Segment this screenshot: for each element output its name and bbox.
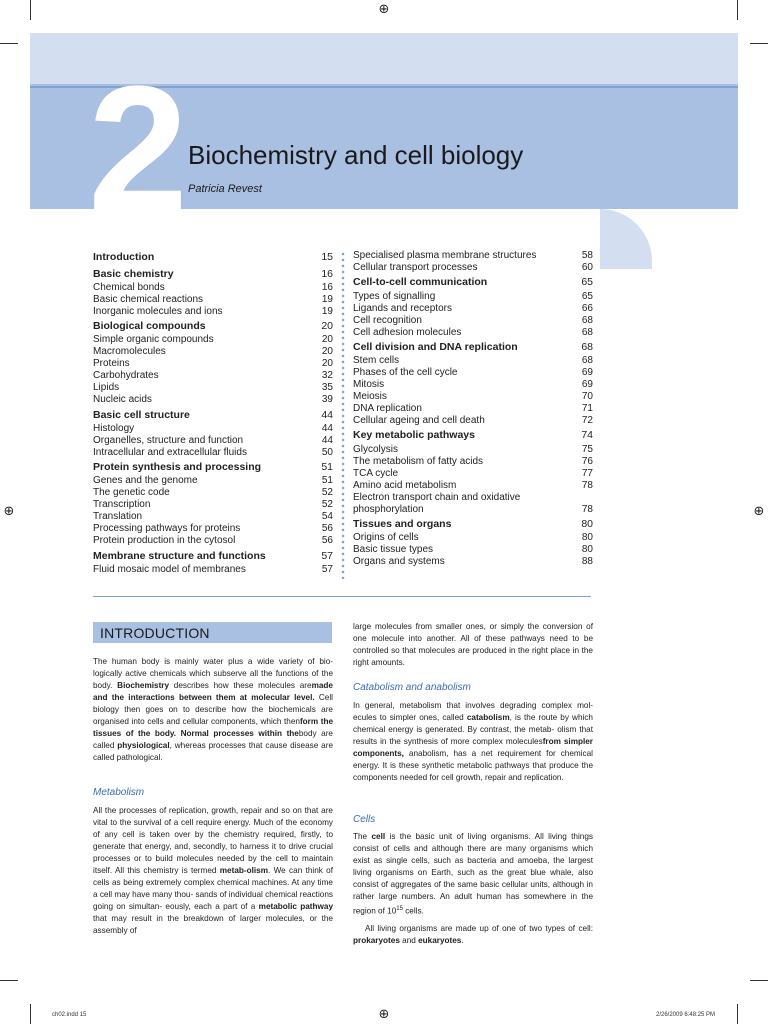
toc-page-number: 69	[581, 367, 593, 378]
toc-entry: Origins of cells	[353, 532, 419, 543]
toc-page-number: 80	[581, 517, 593, 530]
text-run: firstly, to generate that energy, and, secondly, to harness it	[93, 830, 333, 851]
toc-page-number: 39	[321, 394, 333, 406]
crop-mark	[737, 1004, 738, 1024]
toc-page-number: 51	[321, 461, 333, 473]
text-run: which chemical energy is generated. By contrast, the metab-	[353, 713, 593, 734]
text-run: cells.	[402, 906, 424, 916]
toc-left	[93, 251, 333, 581]
bold-term: eukaryotes	[418, 936, 462, 945]
bold-term: Biochemistry	[117, 681, 170, 690]
text-run: sands of individual chemical reactions going on simultan-	[93, 890, 333, 911]
toc-page-number: 56	[321, 523, 333, 535]
registration-mark-icon: ⊕	[3, 504, 15, 519]
toc-page-number: 68	[581, 340, 593, 353]
toc-entry: TCA cycle	[353, 467, 399, 479]
crop-mark	[0, 43, 18, 44]
subheading-metabolism: Metabolism	[93, 787, 145, 798]
toc-entry: The metabolism of fatty acids	[353, 455, 484, 467]
toc-page-number: 77	[581, 467, 593, 479]
toc-page-number: 52	[321, 487, 333, 499]
toc-entry: Processing pathways for proteins	[93, 523, 241, 535]
paragraph-cell-types	[353, 923, 593, 947]
header-tab	[600, 209, 652, 269]
toc-page-number: 20	[321, 358, 333, 370]
toc-page-number: 76	[581, 455, 593, 467]
text-run: somewhere in the region of 10	[353, 892, 593, 916]
footer-file: ch02.indd 15	[52, 1012, 87, 1018]
toc-page-number: 65	[581, 290, 593, 302]
toc-entry: Meiosis	[353, 391, 387, 402]
text-run: , has a net requirement	[446, 749, 542, 758]
toc-page-number: 66	[581, 302, 593, 314]
text-run: eously, each a part of a	[165, 902, 259, 911]
toc-page-number: 78	[581, 479, 593, 491]
text-run: the body.	[93, 669, 333, 690]
toc-page-number: 70	[581, 391, 593, 402]
text-run: olism that results in the synthesis of more complex molecules	[353, 725, 593, 746]
bold-term: olism	[246, 866, 269, 875]
text-run: All living organisms are made up of one of two types of	[365, 924, 576, 933]
toc-entry: Protein production in the cytosol	[93, 535, 236, 547]
toc-entry: Electron transport chain and oxidative	[353, 491, 521, 503]
text-run: consist of cells and although there are many organisms	[353, 844, 568, 853]
bold-term: form the tissues of the body. Normal processes within the	[93, 717, 334, 738]
toc-entry: Cellular ageing and cell death	[353, 415, 485, 426]
toc-entry: Cell recognition	[353, 314, 422, 326]
toc-page-number: 54	[321, 511, 333, 523]
toc-entry: Stem cells	[353, 355, 400, 366]
toc-page-number: 56	[321, 535, 333, 547]
toc-page-number: 57	[321, 549, 333, 562]
bold-term: made and the interactions between them at molecular level.	[93, 681, 333, 702]
text-run: the cell to maintain itself. All this chemistry is termed	[93, 854, 333, 875]
registration-mark-icon: ⊕	[753, 504, 765, 519]
text-run: and replication.	[508, 773, 564, 782]
toc-entry: Chemical bonds	[93, 281, 165, 293]
toc-entry: Glycolysis	[353, 443, 399, 455]
text-run: All the processes of replication, growth, repair and so on that	[93, 806, 319, 815]
text-run: Cell biology	[93, 693, 333, 714]
toc-entry: Nucleic acids	[93, 394, 152, 406]
paragraph-catabolism	[353, 700, 593, 784]
section-rule	[93, 596, 591, 597]
toc-page-number: 78	[581, 503, 593, 515]
text-run: in the breakdown of larger molecules, or the assembly of	[93, 914, 333, 935]
bold-term: catabolism	[466, 713, 510, 722]
toc-section-heading: Tissues and organs	[353, 517, 452, 530]
text-run: The human body is mainly water plus a wide variety of bio-	[93, 657, 333, 666]
bold-term: metab-	[219, 866, 247, 875]
toc-page-number: 16	[321, 281, 333, 293]
text-run: of one molecule into another. All of these pathways need to	[353, 622, 593, 643]
toc-section-heading: Cell division and DNA replication	[353, 340, 518, 353]
toc-entry: Proteins	[93, 358, 130, 370]
toc-page-number: 88	[581, 556, 593, 567]
toc-entry: Phases of the cell cycle	[353, 367, 458, 378]
subheading-catabolism: Catabolism and anabolism	[353, 682, 471, 693]
text-run: logically active chemicals which subserve all the functions of	[93, 669, 319, 678]
toc-section-heading: Biological compounds	[93, 320, 206, 332]
toc-entry: The genetic code	[93, 487, 170, 499]
toc-section-heading: Membrane structure and functions	[93, 549, 266, 562]
toc-page-number: 35	[321, 382, 333, 394]
paragraph-intro	[93, 656, 333, 764]
text-run: pathological	[116, 753, 161, 762]
crop-mark	[30, 0, 31, 20]
toc-page-number: 32	[321, 370, 333, 382]
toc-entry: Types of signalling	[353, 290, 436, 302]
subheading-cells: Cells	[353, 814, 376, 825]
toc-page-number: 44	[321, 408, 333, 421]
toc-entry: Organs and systems	[353, 556, 445, 567]
text-run: units, although in rather large numbers. An adult human has	[353, 880, 593, 901]
crop-mark	[0, 980, 18, 981]
superscript: 15	[396, 906, 403, 912]
registration-mark-icon: ⊕	[378, 2, 390, 17]
toc-page-number: 57	[321, 563, 333, 575]
toc-entry: Fluid mosaic model of membranes	[93, 563, 246, 575]
toc-section-heading: Basic chemistry	[93, 267, 174, 280]
chapter-author: Patricia Revest	[188, 183, 262, 195]
text-run: whale, also consist of aggregates of the same basic cellular	[353, 868, 593, 889]
toc-entry: Inorganic molecules and ions	[93, 305, 223, 317]
text-run: ecules to simpler ones, called	[353, 713, 467, 722]
toc-page-number: 60	[581, 262, 593, 273]
toc-page-number: 16	[321, 267, 333, 280]
text-run: cause disease are called	[93, 741, 334, 762]
toc-page-number: 15	[321, 251, 333, 263]
toc-entry: Cell adhesion molecules	[353, 326, 462, 338]
toc-page-number: 74	[581, 429, 593, 442]
chapter-title: Biochemistry and cell biology	[188, 140, 524, 170]
paragraph-cells	[353, 831, 593, 918]
toc-section-heading: Key metabolic pathways	[353, 429, 475, 442]
footer-timestamp: 2/26/2009 6:48:25 PM	[656, 1012, 716, 1018]
toc-entry: phosphorylation	[353, 503, 424, 515]
crop-mark	[30, 1004, 31, 1024]
toc-page-number: 68	[581, 326, 593, 338]
toc-divider	[341, 251, 345, 579]
toc-page-number: 44	[321, 422, 333, 434]
toc-entry: Intracellular and extracellular fluids	[93, 446, 247, 458]
text-run: largest living organisms on Earth, such as the great blue	[353, 856, 593, 877]
crop-mark	[750, 980, 768, 981]
text-run: The	[353, 832, 372, 841]
crop-mark	[750, 43, 768, 44]
toc-entry: Transcription	[93, 499, 151, 511]
text-run: place in the right amounts.	[353, 646, 593, 667]
bold-term: from simpler components,	[353, 737, 593, 758]
toc-entry: Organelles, structure and function	[93, 434, 244, 446]
text-run: is the basic unit of living organisms. All living things	[385, 832, 593, 841]
toc-entry: Basic chemical reactions	[93, 293, 204, 305]
toc-page-number: 58	[581, 250, 593, 261]
toc-page-number: 51	[321, 475, 333, 487]
chapter-number: 2	[88, 49, 185, 250]
toc-entry: Genes and the genome	[93, 475, 198, 487]
text-run: , is the route by	[509, 713, 569, 722]
text-run: and	[399, 936, 419, 945]
toc-page-number: 20	[321, 346, 333, 358]
toc-section-heading: Cell-to-cell communication	[353, 276, 488, 289]
toc-page-number: 52	[321, 499, 333, 511]
text-run: economy of any cell is taken over by the chemistry required,	[93, 818, 333, 839]
text-run: that produce the components needed for cell growth, repair	[353, 761, 594, 782]
toc-page-number: 20	[321, 334, 333, 346]
text-run: .	[160, 753, 163, 762]
toc-page-number: 75	[581, 443, 593, 455]
text-run: describes how these molecules are	[169, 681, 312, 690]
toc-entry: Specialised plasma membrane structures	[353, 250, 537, 261]
toc-section-heading: Basic cell structure	[93, 408, 190, 421]
paragraph-metabolism	[93, 805, 333, 937]
bold-term: cell	[371, 832, 386, 841]
toc-page-number: 68	[581, 355, 593, 366]
toc-entry: Translation	[93, 511, 143, 523]
bold-term: prokaryotes	[353, 936, 400, 945]
toc-entry: Histology	[93, 422, 135, 434]
toc-page-number: 68	[581, 314, 593, 326]
toc-page-number: 50	[321, 446, 333, 458]
text-run: . We can think of cells as being extremely complex	[93, 866, 333, 887]
text-run: are organised into cells and cellular components, which then	[93, 705, 333, 726]
registration-mark-icon: ⊕	[378, 1007, 390, 1022]
toc-page-number: 19	[321, 293, 333, 305]
toc-entry: Ligands and receptors	[353, 302, 452, 314]
toc-page-number: 65	[581, 276, 593, 289]
text-run: large molecules from smaller ones, or simply the conversion	[353, 622, 583, 631]
text-run: body are called	[93, 729, 333, 750]
toc-page-number: 69	[581, 379, 593, 390]
text-run: then goes on to describe how the biochemicals	[124, 705, 316, 714]
text-run: for chemical energy. It is these synthetic metabolic pathways	[353, 749, 593, 770]
toc-entry: Lipids	[93, 382, 120, 394]
text-run: to drive crucial processes or to build molecules needed by	[93, 842, 333, 863]
toc-entry: Mitosis	[353, 379, 385, 390]
bold-term: metabolic pathway	[258, 902, 334, 911]
toc-page-number: 80	[581, 532, 593, 543]
text-run: chemical machines. At any time a cell may have many thou-	[93, 878, 333, 899]
toc-right	[353, 250, 593, 580]
text-run: .	[461, 936, 464, 945]
toc-entry: DNA replication	[353, 403, 422, 414]
text-run: anabolism	[408, 749, 447, 758]
toc-entry: Amino acid metabolism	[353, 479, 457, 491]
intro-heading: INTRODUCTION	[100, 625, 210, 641]
toc-entry: Carbohydrates	[93, 370, 159, 382]
text-run: that may result	[93, 914, 152, 923]
text-run: which exist as single cells, such as bacteria and amoeba, the	[353, 844, 594, 865]
toc-entry: Simple organic compounds	[93, 334, 214, 346]
toc-page-number: 19	[321, 305, 333, 317]
toc-page-number: 80	[581, 544, 593, 555]
toc-page-number: 44	[321, 434, 333, 446]
toc-page-number: 72	[581, 415, 593, 426]
toc-page-number: 71	[581, 403, 593, 414]
toc-entry: Cellular transport processes	[353, 262, 478, 273]
text-run: are vital to the survival of a cell require energy. Much of the	[93, 806, 333, 827]
text-run: be controlled so that molecules are produced in the right	[353, 634, 593, 655]
text-run: In general, metabolism that involves degrading complex mol-	[353, 701, 593, 710]
crop-mark	[737, 0, 738, 20]
toc-entry: Basic tissue types	[353, 544, 434, 555]
bold-term: physiological	[117, 741, 170, 750]
toc-section-heading: Protein synthesis and processing	[93, 461, 262, 473]
toc-section-heading: Introduction	[93, 251, 155, 263]
text-run: , whereas processes that	[169, 741, 263, 750]
paragraph-metabolism-cont	[353, 621, 593, 669]
text-run: cell:	[578, 924, 593, 933]
toc-page-number: 20	[321, 320, 333, 332]
toc-entry: Macromolecules	[93, 346, 166, 358]
